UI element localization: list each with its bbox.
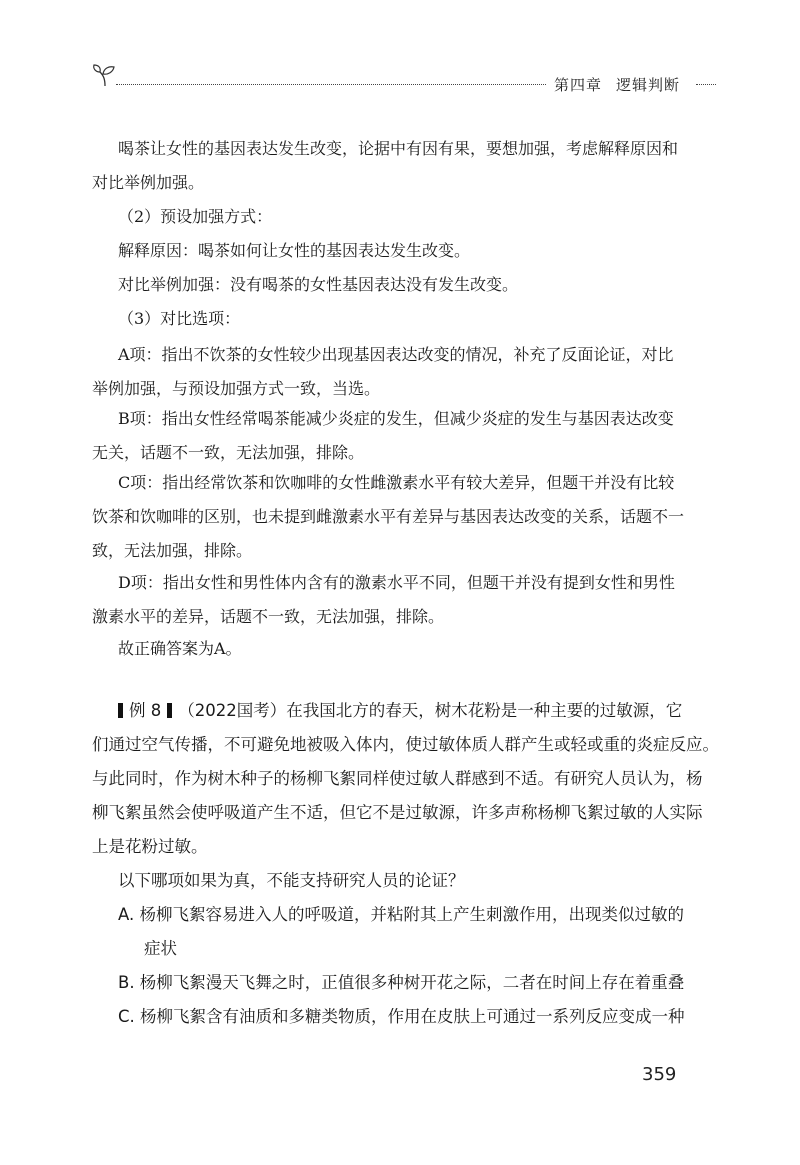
- header-rule-left: [116, 84, 546, 85]
- example-marker-right: [167, 703, 172, 718]
- intro-line-2: 对比举例加强。: [92, 173, 205, 192]
- chapter-title: [554, 74, 694, 95]
- example-heading: [118, 694, 682, 728]
- choice-a-line-2: 症状: [144, 939, 177, 958]
- choice-b: B. 杨柳飞絮漫天飞舞之时，正值很多种树开花之际，二者在时间上存在着重叠: [118, 973, 685, 992]
- example-marker-left: [118, 703, 123, 718]
- chapter-number: 第四章: [554, 76, 603, 94]
- option-d-analysis-1: D项：指出女性和男性体内含有的激素水平不同，但题干并没有提到女性和男性: [118, 573, 675, 592]
- option-c-analysis-3: 致，无法加强，排除。: [92, 541, 253, 560]
- step2-compare: 对比举例加强：没有喝茶的女性基因表达没有发生改变。: [118, 275, 519, 294]
- option-c-analysis-1: C项：指出经常饮茶和饮咖啡的女性雌激素水平有较大差异，但题干并没有比较: [118, 473, 675, 492]
- choice-a-line-1: A. 杨柳飞絮容易进入人的呼吸道，并粘附其上产生刺激作用，出现类似过敏的: [118, 905, 684, 924]
- step3-title: （3）对比选项：: [118, 309, 241, 328]
- example-line-5: 上是花粉过敏。: [92, 837, 208, 856]
- choice-c-line-1: C. 杨柳飞絮含有油质和多糖类物质，作用在皮肤上可通过一系列反应变成一种: [118, 1007, 685, 1026]
- option-d-analysis-2: 激素水平的差异，话题不一致，无法加强，排除。: [92, 607, 445, 626]
- example-line-3: 与此同时，作为树木种子的杨柳飞絮同样使过敏人群感到不适。有研究人员认为，杨: [92, 769, 703, 788]
- step2-explain: 解释原因：喝茶如何让女性的基因表达发生改变。: [118, 241, 471, 260]
- question-stem: 以下哪项如果为真，不能支持研究人员的论证？: [118, 871, 465, 890]
- option-b-analysis-1: B项：指出女性经常喝茶能减少炎症的发生，但减少炎症的发生与基因表达改变: [118, 409, 674, 428]
- option-a-analysis-1: A项：指出不饮茶的女性较少出现基因表达改变的情况，补充了反面论证，对比: [118, 345, 674, 364]
- option-a-analysis-2: 举例加强，与预设加强方式一致，当选。: [92, 379, 381, 398]
- page-header: [92, 58, 712, 98]
- example-line-2: 们通过空气传播，不可避免地被吸入体内，使过敏体质人群产生或轻或重的炎症反应。: [92, 735, 719, 754]
- step2-title: （2）预设加强方式：: [118, 207, 273, 226]
- option-b-analysis-2: 无关，话题不一致，无法加强，排除。: [92, 443, 365, 462]
- page-number: 359: [642, 1064, 677, 1085]
- intro-line-1: 喝茶让女性的基因表达发生改变，论据中有因有果，要想加强，考虑解释原因和: [118, 139, 679, 158]
- example-line-4: 柳飞絮虽然会使呼吸道产生不适，但它不是过敏源，许多声称杨柳飞絮过敏的人实际: [92, 803, 703, 822]
- header-rule-right: [696, 84, 716, 85]
- chapter-section: 逻辑判断: [616, 76, 681, 94]
- answer-line: 故正确答案为A。: [118, 639, 242, 658]
- example-source-line: （2022国考）在我国北方的春天，树木花粉是一种主要的过敏源，它: [178, 701, 683, 720]
- option-c-analysis-2: 饮茶和饮咖啡的区别，也未提到雌激素水平有差异与基因表达改变的关系，话题不一: [92, 507, 685, 526]
- example-label: 例 8: [129, 701, 162, 720]
- sprout-icon: [92, 62, 118, 88]
